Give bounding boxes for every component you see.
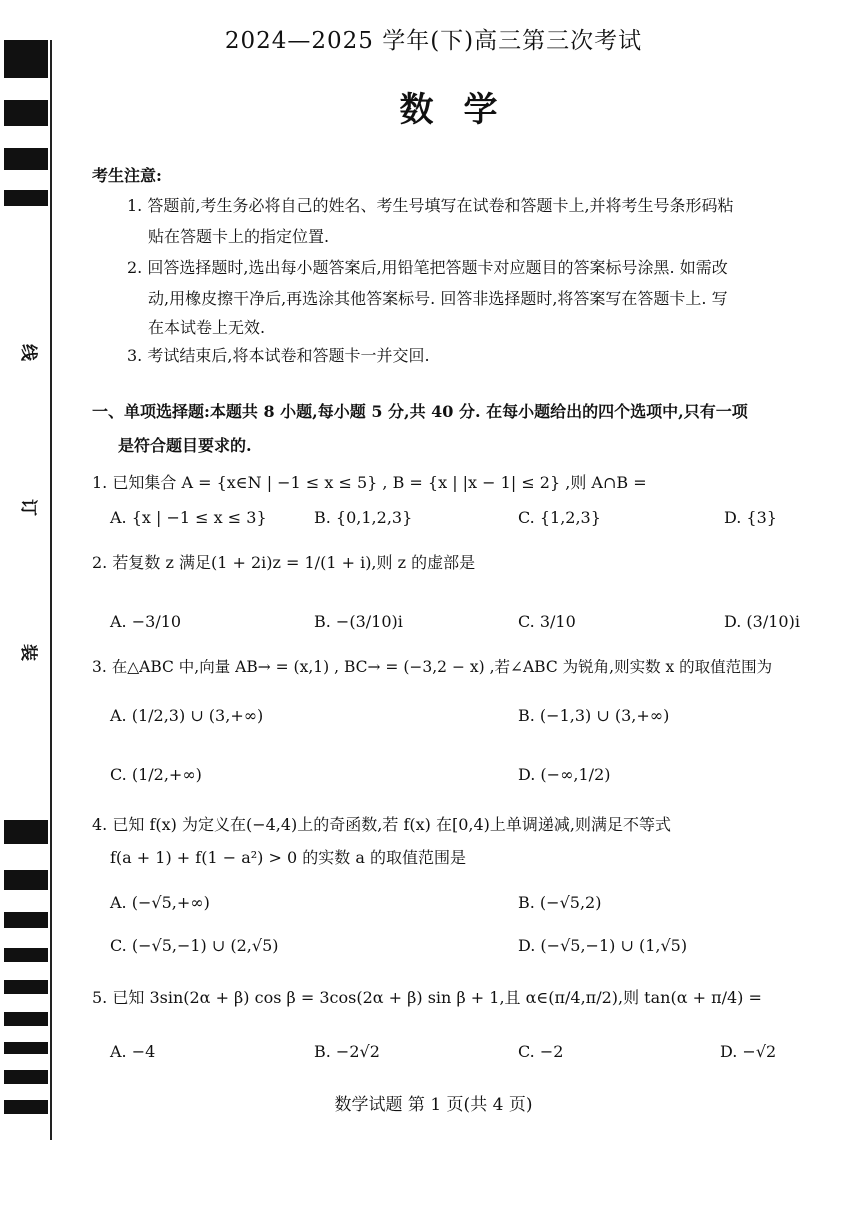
notice-line: 2. 回答选择题时,选出每小题答案后,用铅笔把答题卡对应题目的答案标号涂黑. 如需改 (127, 258, 728, 277)
option-c: C. −2 (518, 1042, 564, 1061)
option-c: C. 3/10 (518, 612, 576, 631)
page-footer: 数学试题 第 1 页(共 4 页) (334, 1095, 533, 1115)
question-stem: 5. 已知 3sin(2α + β) cos β = 3cos(2α + β) sin β + 1,且 α∈(π/4,π/2),则 tan(α + π/4) = (92, 988, 762, 1007)
option-c: C. (1/2,+∞) (110, 765, 202, 784)
question-stem: 1. 已知集合 A = {x∈N | −1 ≤ x ≤ 5} , B = {x | |x − 1| ≤ 2} ,则 A∩B = (92, 473, 647, 492)
option-c: C. (−√5,−1) ∪ (2,√5) (110, 936, 279, 955)
section-heading-cont: 是符合题目要求的. (118, 436, 252, 455)
question-stem: 2. 若复数 z 满足(1 + 2i)z = 1/(1 + i),则 z 的虚部是 (92, 553, 476, 572)
option-d: D. (3/10)i (724, 612, 800, 631)
binding-char-ding: 订 (18, 499, 38, 516)
option-b: B. −2√2 (314, 1042, 380, 1061)
option-b: B. {0,1,2,3} (314, 508, 413, 527)
notice-line: 1. 答题前,考生务必将自己的姓名、考生号填写在试卷和答题卡上,并将考生号条形码粘 (127, 196, 734, 215)
option-b: B. (−√5,2) (518, 893, 602, 912)
option-a: A. −4 (110, 1042, 156, 1061)
question-stem-cont: f(a + 1) + f(1 − a²) > 0 的实数 a 的取值范围是 (110, 848, 466, 867)
notice-line: 动,用橡皮擦干净后,再选涂其他答案标号. 回答非选择题时,将答案写在答题卡上. 写 (148, 289, 728, 308)
binding-char-zhuang: 装 (18, 644, 38, 661)
exam-title: 2024—2025 学年(下)高三第三次考试 (224, 28, 643, 54)
notice-line: 在本试卷上无效. (148, 318, 266, 337)
binding-strip (4, 40, 48, 1140)
question-stem: 3. 在△ABC 中,向量 AB→ = (x,1) , BC→ = (−3,2 − x) ,若∠ABC 为锐角,则实数 x 的取值范围为 (92, 658, 773, 676)
section-heading: 一、单项选择题:本题共 8 小题,每小题 5 分,共 40 分. 在每小题给出的四个选项中,只有一项 (92, 402, 748, 421)
option-d: D. {3} (724, 508, 777, 527)
option-a: A. −3/10 (110, 612, 182, 631)
subject-title: 数学 (399, 90, 528, 130)
notice-line: 3. 考试结束后,将本试卷和答题卡一并交回. (127, 346, 430, 365)
option-d: D. (−∞,1/2) (518, 765, 611, 784)
binding-char-xian: 线 (18, 344, 38, 361)
notice-line: 贴在答题卡上的指定位置. (148, 227, 330, 246)
option-d: D. −√2 (720, 1042, 777, 1061)
option-b: B. (−1,3) ∪ (3,+∞) (518, 706, 670, 725)
option-b: B. −(3/10)i (314, 612, 403, 631)
notice-heading: 考生注意: (92, 166, 162, 185)
option-a: A. (−√5,+∞) (110, 893, 210, 912)
option-a: A. {x | −1 ≤ x ≤ 3} (110, 508, 267, 527)
option-a: A. (1/2,3) ∪ (3,+∞) (110, 706, 264, 725)
option-d: D. (−√5,−1) ∪ (1,√5) (518, 936, 688, 955)
option-c: C. {1,2,3} (518, 508, 601, 527)
question-stem: 4. 已知 f(x) 为定义在(−4,4)上的奇函数,若 f(x) 在[0,4)上单调递减,则满足不等式 (92, 815, 671, 834)
